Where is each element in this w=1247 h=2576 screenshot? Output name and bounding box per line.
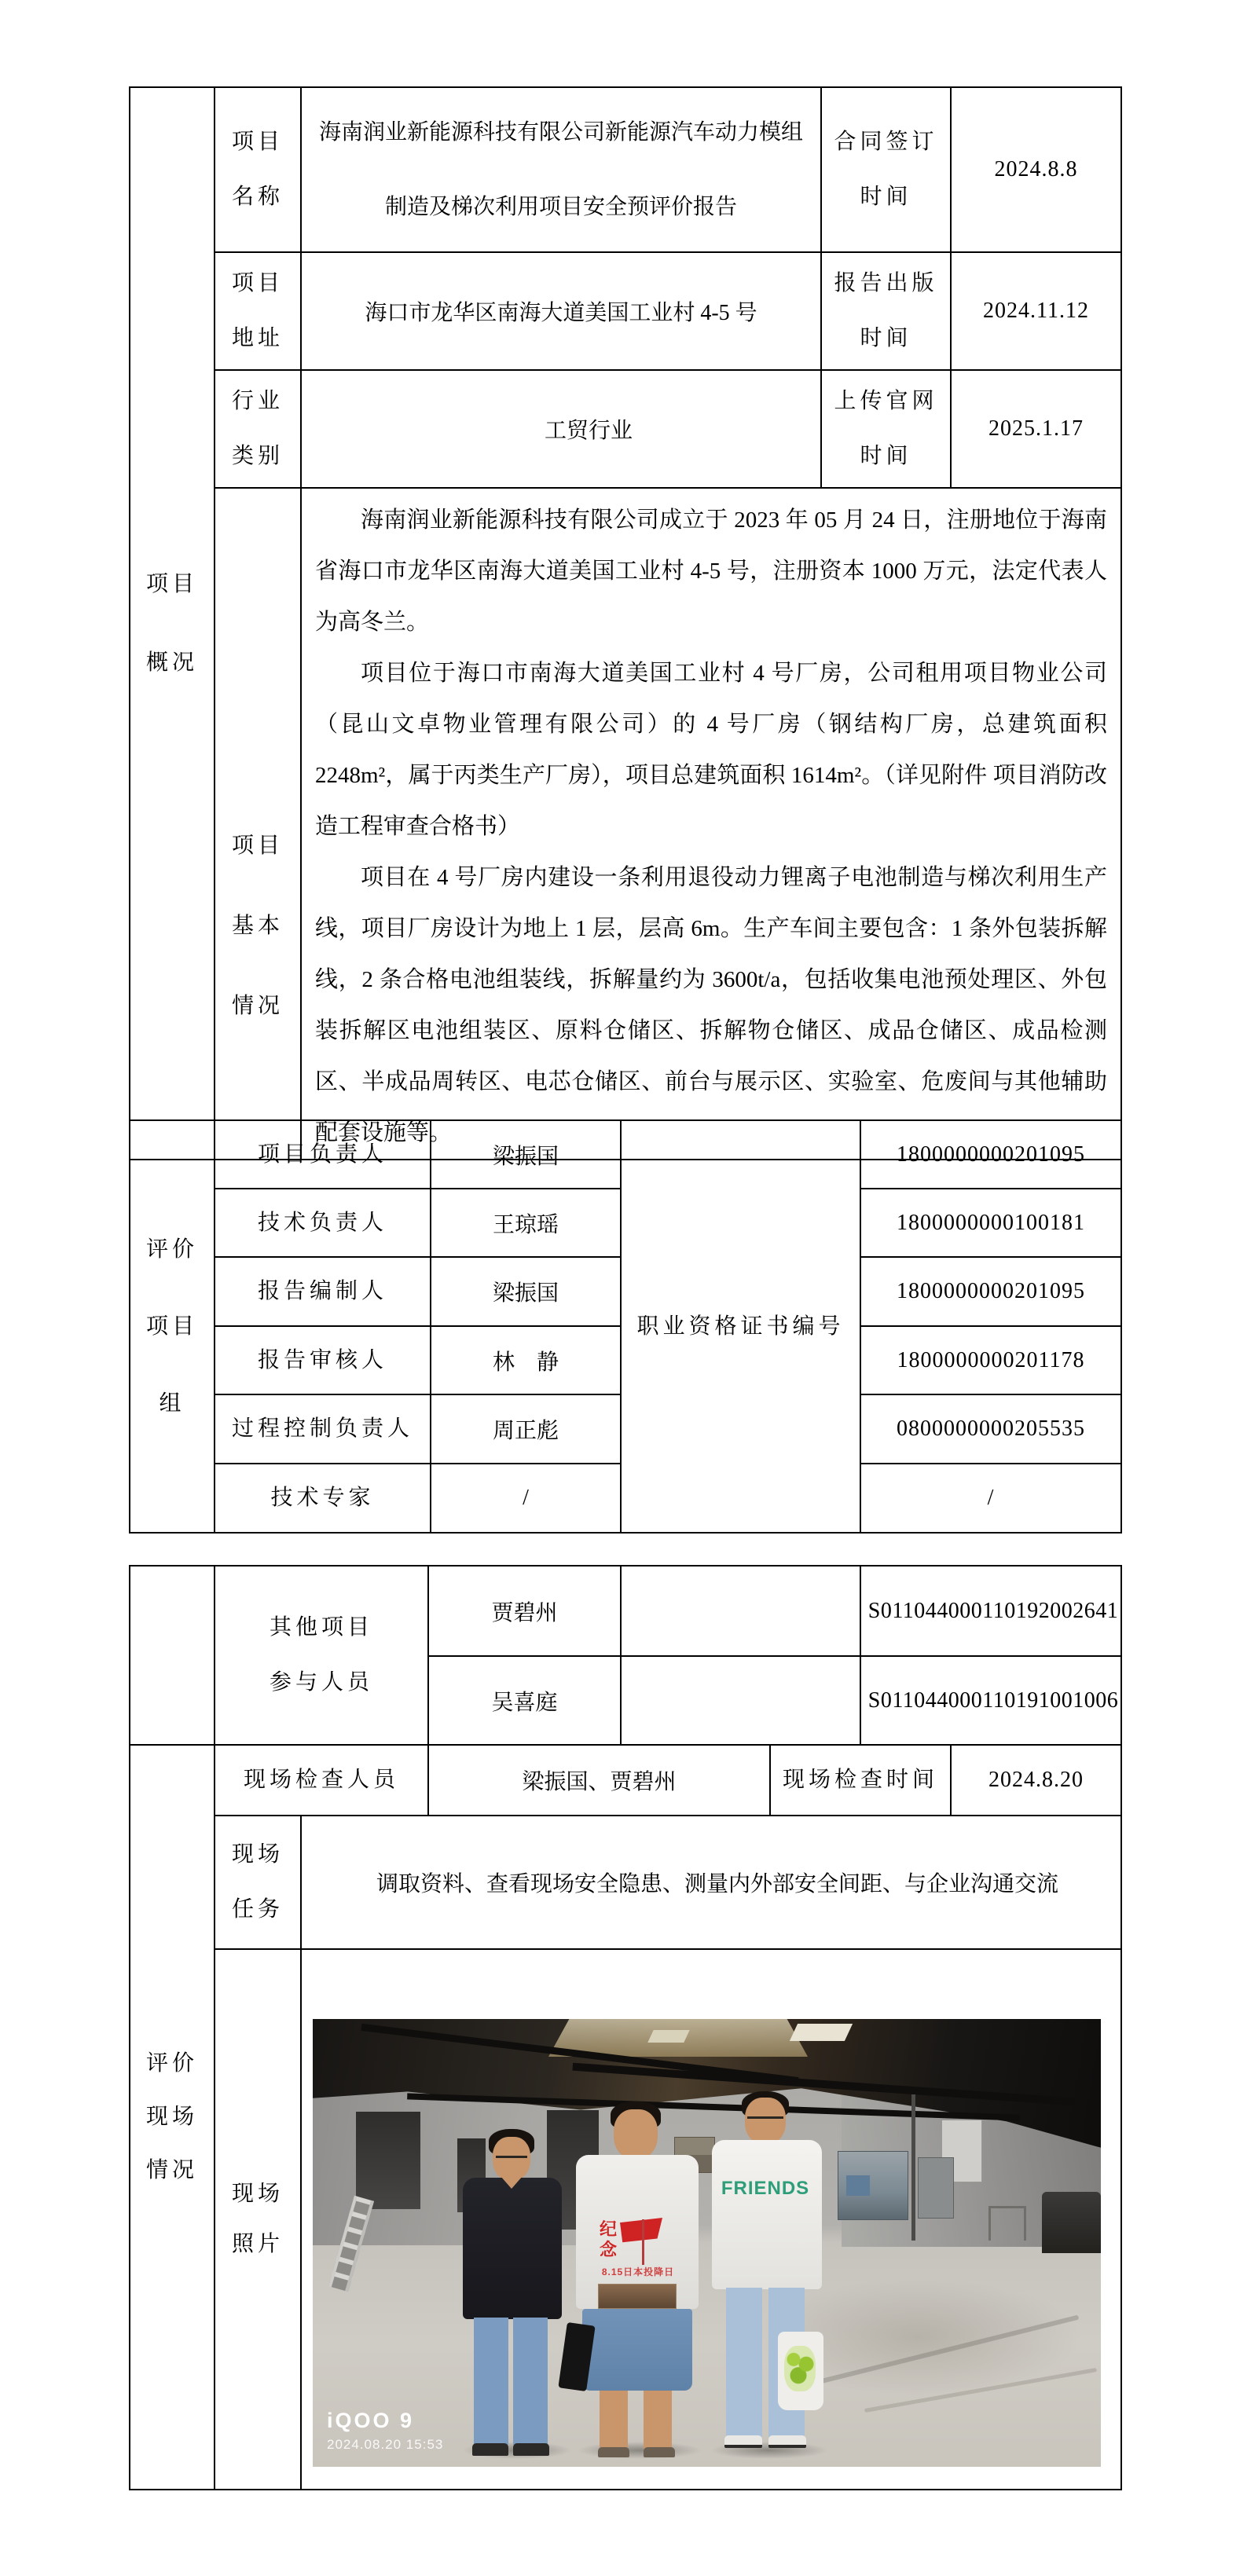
bare-leg <box>600 2391 628 2449</box>
camera-watermark-timestamp: 2024.08.20 15:53 <box>327 2437 444 2452</box>
plastic-bag <box>778 2332 823 2410</box>
person-left-black-polo <box>461 2129 563 2459</box>
empty-cell <box>130 1566 215 1745</box>
glasses-icon <box>747 2116 783 2123</box>
name-process-control: 周正彪 <box>431 1394 621 1464</box>
jeans-leg <box>513 2318 548 2445</box>
site-inspect-date: 2024.8.20 <box>951 1745 1121 1816</box>
face <box>614 2109 658 2160</box>
name-project-leader: 梁振国 <box>431 1120 621 1189</box>
label-report-publish-time: 报告出版时间 <box>821 252 951 370</box>
sandal <box>644 2447 675 2457</box>
name-tech-leader: 王琼瑶 <box>431 1189 621 1257</box>
sneaker <box>768 2435 806 2448</box>
jeans-leg <box>726 2288 762 2437</box>
table-row <box>130 1949 1121 2490</box>
participant-name-2: 吴喜庭 <box>428 1656 621 1745</box>
section-label-site-evaluation: 评价现场情况 <box>130 1745 215 2490</box>
push-cart <box>988 2206 1026 2241</box>
glasses-icon <box>496 2156 527 2162</box>
empty-cell <box>621 1566 860 1656</box>
label-other-participants: 其他项目参与人员 <box>215 1566 428 1745</box>
shirt-friends-text: FRIENDS <box>721 2178 810 2199</box>
red-print-characters: 纪念 <box>599 2219 617 2259</box>
name-tech-expert: / <box>431 1464 621 1533</box>
table-row <box>130 1816 1121 1949</box>
site-inspectors-value: 梁振国、贾碧州 <box>428 1745 770 1816</box>
empty-cell <box>621 1656 860 1745</box>
cert-number-header: 职业资格证书编号 <box>621 1120 860 1533</box>
shirt-print-picture <box>598 2284 677 2309</box>
basic-paragraph-2: 项目位于海口市南海大道美国工业村 4 号厂房，公司租用项目物业公司（昆山文卓物业管理有限公司）的 4 号厂房（钢结构厂房，总建筑面积 2248m²，属于丙类生产厂房），项目总建筑面积 1614m²。（详见附件 项目消防改造工程审查合格书） <box>315 661 1107 839</box>
shirt-red-slogan: 8.15日本投降日 <box>601 2266 675 2277</box>
label-contract-sign-time: 合同签订时间 <box>821 87 951 252</box>
label-project-name: 项目名称 <box>215 87 301 252</box>
label-site-inspectors: 现场检查人员 <box>215 1745 428 1816</box>
bag-green-pattern <box>784 2346 816 2391</box>
evaluation-team-table <box>129 1119 1122 1534</box>
section-label-project-overview: 项目概况 <box>130 87 215 1160</box>
denim-shorts <box>582 2309 692 2391</box>
report-publish-date: 2024.11.12 <box>951 252 1121 370</box>
equipment-cabinet <box>838 2151 908 2220</box>
cert-tech-expert: / <box>860 1464 1121 1533</box>
site-photo-cell <box>301 1949 1121 2490</box>
table-row <box>130 87 1121 252</box>
name-report-compiler: 梁振国 <box>431 1257 621 1326</box>
table-row <box>130 1120 1121 1189</box>
role-report-reviewer: 报告审核人 <box>215 1326 431 1394</box>
shoe <box>513 2443 549 2456</box>
label-site-photo: 现场照片 <box>215 1949 301 2490</box>
jeans-leg <box>474 2318 508 2445</box>
role-project-leader: 项目负责人 <box>215 1120 431 1189</box>
camera-watermark-brand: iQOO 9 <box>327 2409 415 2432</box>
black-polo-shirt <box>463 2178 562 2319</box>
basic-paragraph-1: 海南润业新能源科技有限公司成立于 2023 年 05 月 24 日，注册地位于海南省海口市龙华区南海大道美国工业村 4-5 号，注册资本 1000 万元，法定代表人为高冬兰。 <box>315 508 1107 635</box>
table-row <box>130 488 1121 1160</box>
person-middle-red-print-tee <box>574 2101 700 2459</box>
roof-light-gap <box>647 2030 689 2043</box>
label-site-inspect-time: 现场检查时间 <box>770 1745 951 1816</box>
cert-report-reviewer: 1800000000201178 <box>860 1326 1121 1394</box>
site-evaluation-table <box>129 1565 1122 2490</box>
project-name-value: 海南润业新能源科技有限公司新能源汽车动力模组制造及梯次利用项目安全预评价报告 <box>301 87 821 252</box>
flag-pole-print <box>642 2219 644 2265</box>
site-task-value: 调取资料、查看现场安全隐患、测量内外部安全间距、与企业沟通交流 <box>301 1816 1121 1949</box>
role-process-control: 过程控制负责人 <box>215 1394 431 1464</box>
contract-sign-date: 2024.8.8 <box>951 87 1121 252</box>
sneaker <box>724 2435 762 2448</box>
roof-light-gap <box>790 2024 853 2041</box>
participant-cert-2: S011044000110191001006 <box>860 1656 1121 1745</box>
table-row <box>130 252 1121 370</box>
basic-paragraph-3: 项目在 4 号厂房内建设一条利用退役动力锂离子电池制造与梯次利用生产线，项目厂房设计为地上 1 层，层高 6m。生产车间主要包含：1 条外包装拆解线，2 条合格电池组装线，拆解量约为 3600t/a，包括收集电池预处理区、外包装拆解区电池组装区、原料仓储区、拆解物仓储区、成品仓储区、成品检测区、半成品周转区、电芯仓储区、前台与展示区、实验室、危废间与其他辅助配套设施等。 <box>315 865 1107 1145</box>
white-tshirt <box>712 2140 822 2289</box>
industry-category-value: 工贸行业 <box>301 370 821 488</box>
role-tech-expert: 技术专家 <box>215 1464 431 1533</box>
table-row <box>130 370 1121 488</box>
bare-leg <box>644 2391 672 2449</box>
table-row <box>130 1745 1121 1816</box>
section-label-evaluation-team: 评价项目组 <box>130 1120 215 1533</box>
label-site-task: 现场任务 <box>215 1816 301 1949</box>
participant-name-1: 贾碧州 <box>428 1566 621 1656</box>
dark-bin <box>1042 2192 1101 2253</box>
role-tech-leader: 技术负责人 <box>215 1189 431 1257</box>
project-address-value: 海口市龙华区南海大道美国工业村 4-5 号 <box>301 252 821 370</box>
support-pole <box>911 2094 915 2241</box>
cert-project-leader: 1800000000201095 <box>860 1120 1121 1189</box>
role-report-compiler: 报告编制人 <box>215 1257 431 1326</box>
site-photo <box>313 2019 1101 2467</box>
label-project-address: 项目地址 <box>215 252 301 370</box>
dark-doorway <box>356 2112 420 2209</box>
cert-tech-leader: 1800000000100181 <box>860 1189 1121 1257</box>
cert-process-control: 0800000000205535 <box>860 1394 1121 1464</box>
shoe <box>472 2443 508 2456</box>
project-basic-info-text <box>301 488 1121 1160</box>
label-industry-category: 行业类别 <box>215 370 301 488</box>
project-overview-table <box>129 86 1122 1160</box>
label-project-basic-info: 项目基本情况 <box>215 488 301 1160</box>
upload-date: 2025.1.17 <box>951 370 1121 488</box>
equipment-cabinet <box>918 2157 954 2219</box>
label-upload-time: 上传官网时间 <box>821 370 951 488</box>
table-row <box>130 1566 1121 1656</box>
sandal <box>598 2447 629 2457</box>
participant-cert-1: S011044000110192002641 <box>860 1566 1121 1656</box>
cert-report-compiler: 1800000000201095 <box>860 1257 1121 1326</box>
name-report-reviewer: 林 静 <box>431 1326 621 1394</box>
